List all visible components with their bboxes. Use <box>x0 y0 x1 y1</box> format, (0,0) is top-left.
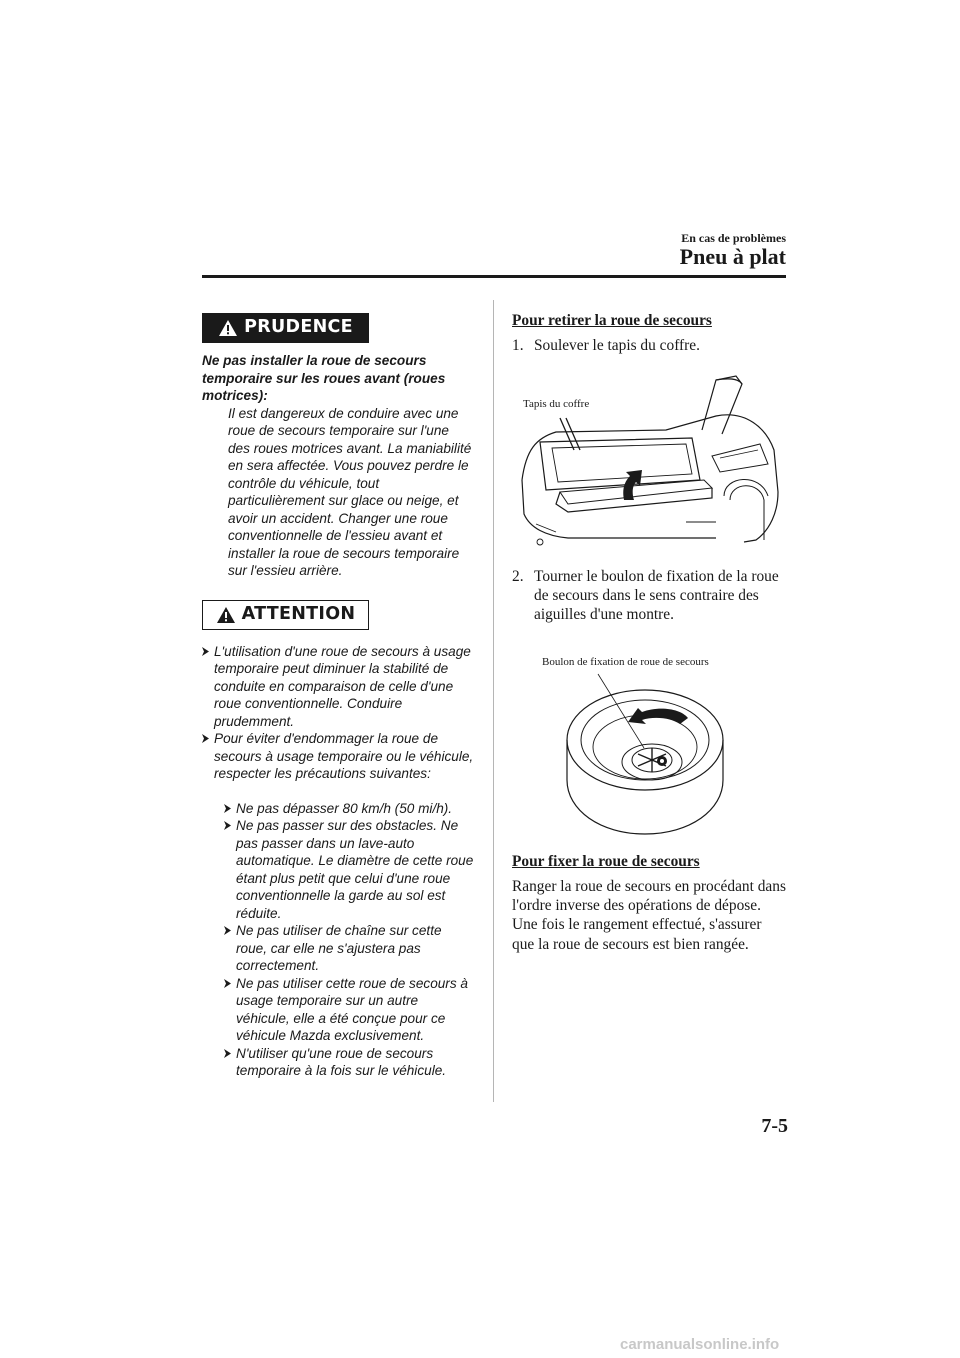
trunk-illustration <box>516 372 788 560</box>
header-rule <box>202 275 786 278</box>
step-2: 2. Tourner le boulon de fixation de la roue de secours dans le sens contraire des aiguilles d'une montre. <box>512 567 779 624</box>
prudence-badge <box>202 313 369 343</box>
fix-body: Ranger la roue de secours en procédant dans l'ordre inverse des opérations de dépose. Une fois le rangement effectué, s'assurer que la roue de secours est bien rangée. <box>512 877 786 953</box>
fix-heading: Pour fixer la roue de secours <box>512 853 700 871</box>
arrow-bullet-icon <box>202 643 209 663</box>
list-item: Ne pas utiliser de chaîne sur cette roue, car elle ne s'ajustera pas correctement. <box>224 922 474 975</box>
list-item: Ne pas passer sur des obstacles. Ne pas passer dans un lave-auto automatique. Le diamètre de cette roue étant plus petit que celui d'une roue conventionnelle la garde au sol est réduite. <box>224 817 474 922</box>
list-item: N'utiliser qu'une roue de secours temporaire à la fois sur le véhicule. <box>224 1045 474 1080</box>
bolt-label: Boulon de fixation de roue de secours <box>542 656 709 668</box>
arrow-bullet-icon <box>224 975 231 995</box>
attention-badge-label: ATTENTION <box>241 603 356 624</box>
warning-icon <box>216 606 236 624</box>
attention-badge <box>202 600 369 630</box>
list-item: L'utilisation d'une roue de secours à usage temporaire peut diminuer la stabilité de conduite en comparaison de celle d'une roue conventionnelle. Conduire prudemment. <box>202 643 474 731</box>
remove-heading: Pour retirer la roue de secours <box>512 312 712 329</box>
list-item: Pour éviter d'endommager la roue de secours à usage temporaire ou le véhicule, respecter les précautions suivantes: <box>202 730 474 783</box>
step-1: 1. Soulever le tapis du coffre. <box>512 337 700 355</box>
prudence-title: Ne pas installer la roue de secours temporaire sur les roues avant (roues motrices): <box>202 353 446 403</box>
list-item: Ne pas dépasser 80 km/h (50 mi/h). <box>224 800 474 818</box>
page-number: 7-5 <box>761 1115 788 1137</box>
chapter-title: En cas de problèmes <box>681 231 786 245</box>
arrow-bullet-icon <box>224 817 231 837</box>
trunk-mat-label: Tapis du coffre <box>523 398 590 410</box>
list-item: Ne pas utiliser cette roue de secours à usage temporaire sur un autre véhicule, elle a été conçue pour ce véhicule Mazda exclusivement. <box>224 975 474 1045</box>
arrow-bullet-icon <box>224 922 231 942</box>
arrow-bullet-icon <box>224 1045 231 1065</box>
prudence-body: Il est dangereux de conduire avec une roue de secours temporaire sur l'une des roues motrices avant. La maniabilité en sera affectée. Vous pouvez perdre le contrôle du véhicule, tout particulièrement sur glace ou neige, et avoir un accident. Changer une roue conventionnelle de l'essieu avant et installer la roue de secours temporaire sur l'essieu arrière. <box>228 405 472 578</box>
attention-list <box>202 643 474 783</box>
section-title: Pneu à plat <box>679 244 786 269</box>
column-divider <box>493 300 494 1102</box>
warning-icon <box>218 319 238 337</box>
arrow-bullet-icon <box>202 730 209 750</box>
left-column <box>202 313 474 1080</box>
watermark: carmanualsonline.info <box>620 1336 780 1353</box>
prudence-badge-label: PRUDENCE <box>244 317 353 338</box>
attention-sublist <box>202 800 474 1080</box>
spare-tire-illustration <box>540 652 750 856</box>
